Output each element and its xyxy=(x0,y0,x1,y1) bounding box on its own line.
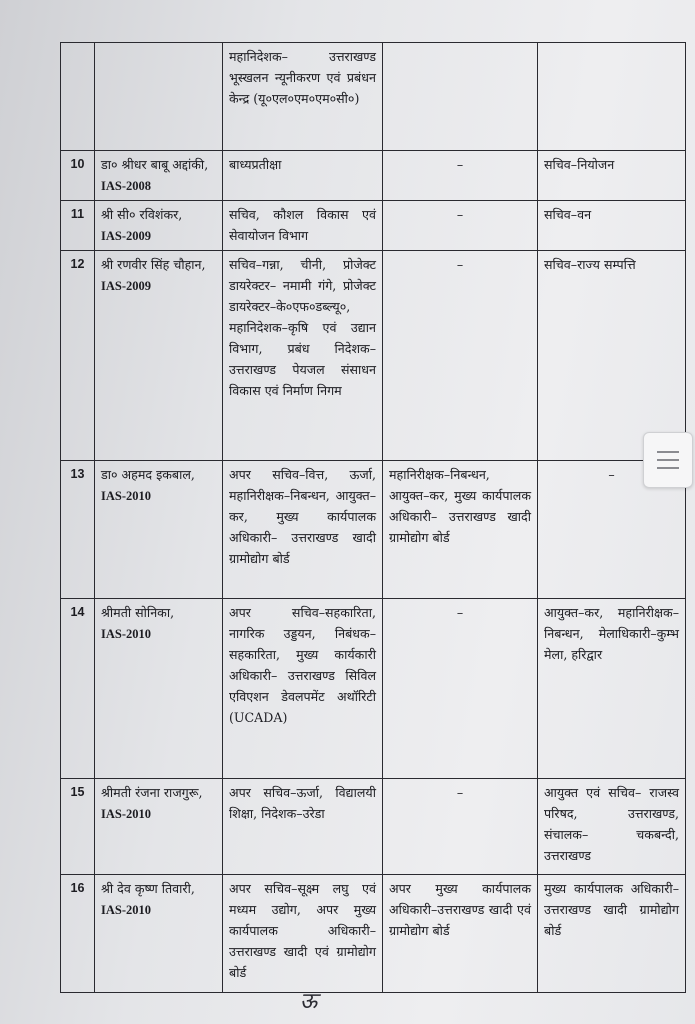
menu-line xyxy=(657,459,679,461)
current-post-cell: सचिव–गन्ना, चीनी, प्रोजेक्ट डायरेक्टर– नमामी गंगे, प्रोजेक्ट डायरेक्टर–के०एफ०डब्ल्यू०, महानिदेशक–कृषि एवं उद्यान विभाग, प्रबंध निदेशक–उत्तराखण्ड पेयजल संसाधन विकास एवं निर्माण निगम xyxy=(223,251,383,461)
officer-name-cell xyxy=(95,201,223,251)
table-row xyxy=(61,43,686,151)
officer-name-cell xyxy=(95,599,223,779)
relieved-post-cell: अपर मुख्य कार्यपालक अधिकारी–उत्तराखण्ड खादी एवं ग्रामोद्योग बोर्ड xyxy=(383,875,538,993)
row-number: 16 xyxy=(61,875,95,993)
menu-line xyxy=(657,451,679,453)
relieved-post-cell: – xyxy=(383,779,538,875)
new-post-cell: – xyxy=(538,461,686,599)
ias-batch: IAS-2008 xyxy=(101,179,152,193)
new-post-cell: आयुक्त–कर, महानिरीक्षक–निबन्धन, मेलाधिकारी–कुम्भ मेला, हरिद्वार xyxy=(538,599,686,779)
current-post-cell: अपर सचिव–सूक्ष्म लघु एवं मध्यम उद्योग, अपर मुख्य कार्यपालक अधिकारी–उत्तराखण्ड खादी एवं ग्रामोद्योग बोर्ड xyxy=(223,875,383,993)
table-row xyxy=(61,461,686,599)
ias-batch: IAS-2010 xyxy=(101,489,152,503)
hamburger-menu-icon[interactable] xyxy=(643,432,693,488)
row-number: 10 xyxy=(61,151,95,201)
transfer-orders-table xyxy=(60,42,686,993)
row-number: 13 xyxy=(61,461,95,599)
table-row xyxy=(61,599,686,779)
ias-batch: IAS-2009 xyxy=(101,279,152,293)
ias-batch: IAS-2010 xyxy=(101,903,152,917)
ias-batch: IAS-2010 xyxy=(101,807,152,821)
new-post-cell: आयुक्त एवं सचिव– राजस्व परिषद, उत्तराखण्ड, संचालक– चकबन्दी, उत्तराखण्ड xyxy=(538,779,686,875)
current-post-cell: अपर सचिव–सहकारिता, नागरिक उड्डयन, निबंधक–सहकारिता, मुख्य कार्यकारी अधिकारी– उत्तराखण्ड सिविल एविएशन डेवलपमेंट अथॉरिटी (UCADA) xyxy=(223,599,383,779)
relieved-post-cell: – xyxy=(383,151,538,201)
ias-batch: IAS-2009 xyxy=(101,229,152,243)
officer-name-cell xyxy=(95,779,223,875)
table-row xyxy=(61,151,686,201)
new-post-cell: मुख्य कार्यपालक अधिकारी–उत्तराखण्ड खादी ग्रामोद्योग बोर्ड xyxy=(538,875,686,993)
table-row xyxy=(61,251,686,461)
relieved-post-cell: – xyxy=(383,251,538,461)
officer-name: श्रीमती रंजना राजगुरू, xyxy=(101,785,203,800)
relieved-post-cell: – xyxy=(383,599,538,779)
current-post-cell: अपर सचिव–वित्त, ऊर्जा, महानिरीक्षक–निबन्धन, आयुक्त–कर, मुख्य कार्यपालक अधिकारी– उत्तराखण्ड खादी ग्रामोद्योग बोर्ड xyxy=(223,461,383,599)
officer-name: डा० श्रीधर बाबू अद्दांकी, xyxy=(101,157,209,172)
table-row xyxy=(61,201,686,251)
new-post-cell: सचिव–नियोजन xyxy=(538,151,686,201)
officer-name: श्रीमती सोनिका, xyxy=(101,605,175,620)
relieved-post-cell xyxy=(383,43,538,151)
current-post-cell: सचिव, कौशल विकास एवं सेवायोजन विभाग xyxy=(223,201,383,251)
row-number: 11 xyxy=(61,201,95,251)
officer-name-cell xyxy=(95,875,223,993)
officer-name-cell xyxy=(95,461,223,599)
officer-name-cell xyxy=(95,151,223,201)
officer-name: श्री देव कृष्ण तिवारी, xyxy=(101,881,195,896)
relieved-post-cell: महानिरीक्षक–निबन्धन, आयुक्त–कर, मुख्य कार्यपालक अधिकारी– उत्तराखण्ड खादी ग्रामोद्योग बोर्ड xyxy=(383,461,538,599)
menu-line xyxy=(657,467,679,469)
row-number xyxy=(61,43,95,151)
ias-batch: IAS-2010 xyxy=(101,627,152,641)
table-row xyxy=(61,875,686,993)
current-post-cell: महानिदेशक– उत्तराखण्ड भूस्खलन न्यूनीकरण एवं प्रबंधन केन्द्र (यू०एल०एम०एम०सी०) xyxy=(223,43,383,151)
officer-name: डा० अहमद इकबाल, xyxy=(101,467,195,482)
officer-name: श्री सी० रविशंकर, xyxy=(101,207,183,222)
current-post-cell: अपर सचिव–ऊर्जा, विद्यालयी शिक्षा, निदेशक–उरेडा xyxy=(223,779,383,875)
current-post-cell: बाध्यप्रतीक्षा xyxy=(223,151,383,201)
table-row xyxy=(61,779,686,875)
officer-name-cell xyxy=(95,43,223,151)
row-number: 12 xyxy=(61,251,95,461)
signature-mark: ऊ xyxy=(300,989,318,1014)
relieved-post-cell: – xyxy=(383,201,538,251)
officer-name: श्री रणवीर सिंह चौहान, xyxy=(101,257,206,272)
row-number: 14 xyxy=(61,599,95,779)
new-post-cell xyxy=(538,43,686,151)
officer-name-cell xyxy=(95,251,223,461)
new-post-cell: सचिव–वन xyxy=(538,201,686,251)
new-post-cell: सचिव–राज्य सम्पत्ति xyxy=(538,251,686,461)
row-number: 15 xyxy=(61,779,95,875)
